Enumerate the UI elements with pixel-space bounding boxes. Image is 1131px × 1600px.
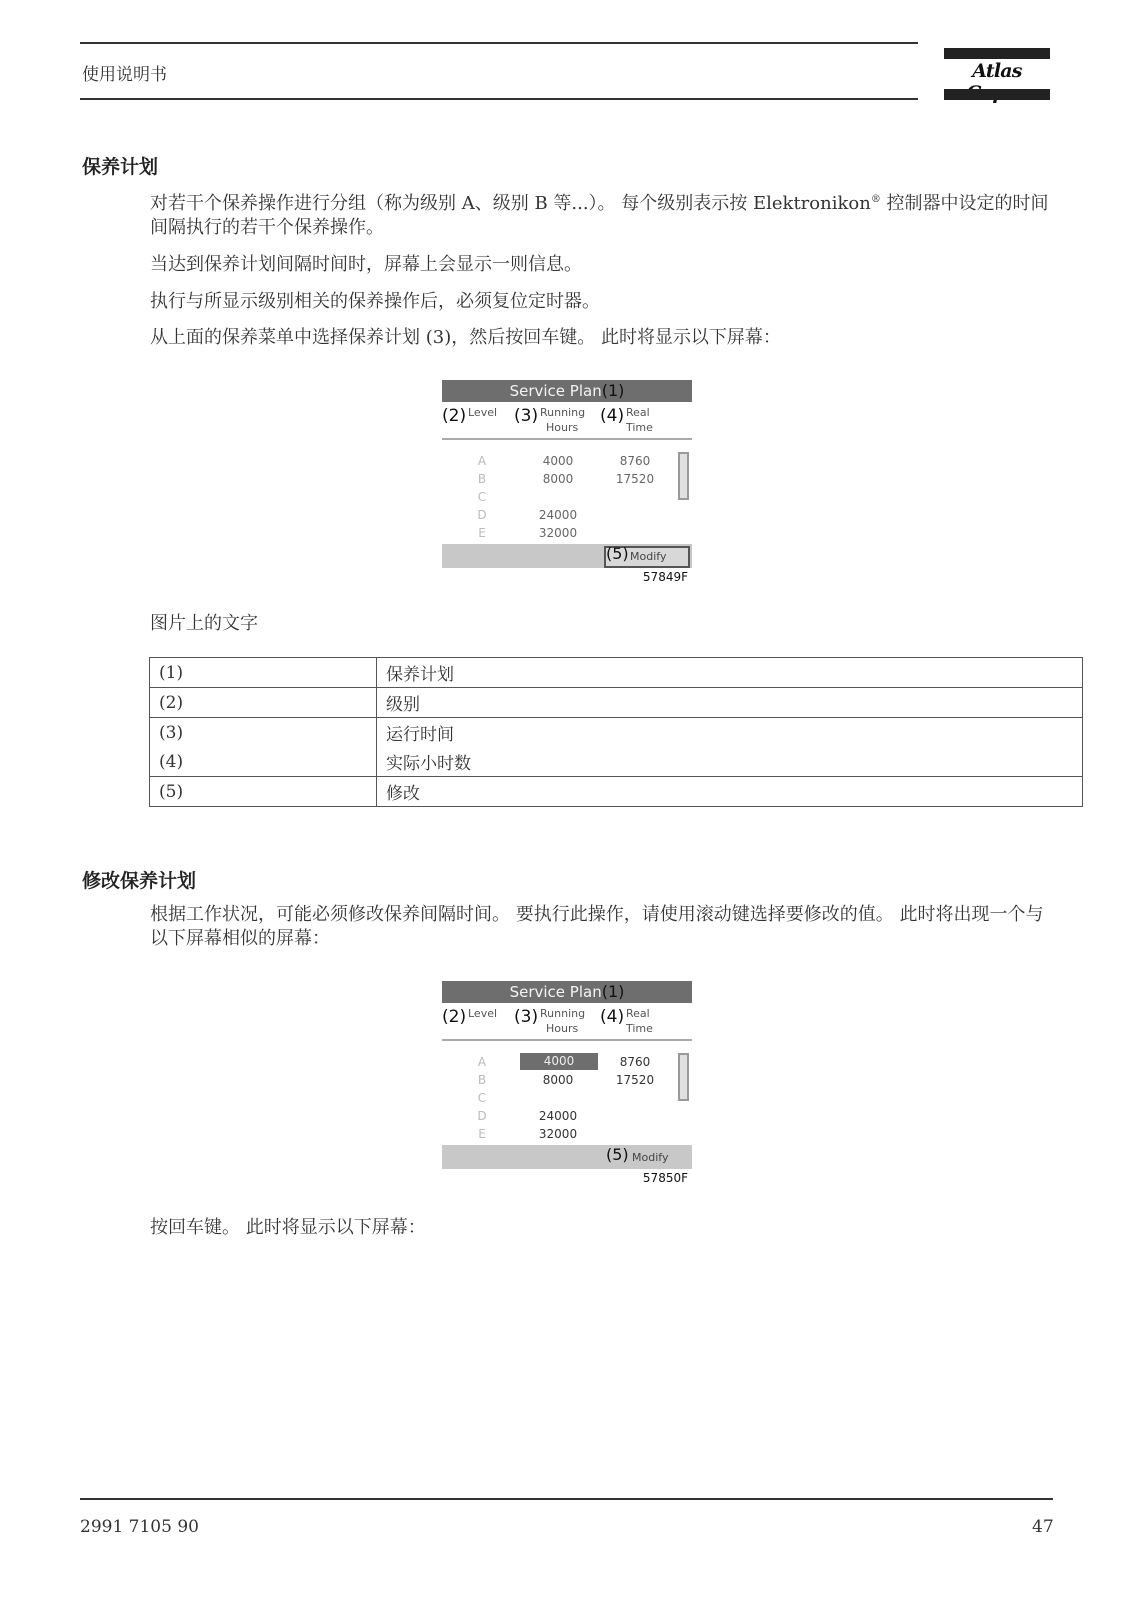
header-rule-bottom (80, 98, 918, 100)
callout-real: (4) (600, 1007, 625, 1027)
level-cell: E (478, 526, 486, 540)
real-cell: 17520 (615, 472, 655, 486)
hours-cell: 24000 (538, 1109, 578, 1123)
col-header-running-1: Running (540, 1007, 586, 1020)
level-cell: A (477, 1055, 487, 1069)
col-header-real-2: Time (626, 421, 653, 434)
col-header-real-1: Real (626, 1007, 650, 1020)
callout-level: (2) (442, 1007, 467, 1027)
hours-cell: 32000 (538, 526, 578, 540)
section-heading-modify-plan: 修改保养计划 (82, 870, 197, 892)
table-row (150, 688, 1083, 718)
level-cell: B (477, 1073, 487, 1087)
level-cell: D (477, 508, 487, 522)
screen-footer (442, 1145, 692, 1169)
hours-cell: 8000 (542, 472, 574, 486)
modify-button: (5) Modify (606, 1145, 669, 1164)
figure-code: 57850F (642, 1171, 688, 1185)
legend-value: 修改 (377, 777, 1083, 807)
legend-value: 保养计划 (377, 658, 1083, 688)
selected-hours-cell: 4000 (520, 1053, 598, 1070)
col-header-level: Level (468, 1007, 498, 1020)
callout-level: (2) (442, 406, 467, 426)
atlas-copco-logo: Atlas (944, 48, 1050, 100)
legend-key: (2) (150, 688, 377, 718)
col-header-running-1: Running (540, 406, 586, 419)
real-cell: 17520 (615, 1073, 655, 1087)
table-row (150, 777, 1083, 807)
level-cell: B (477, 472, 487, 486)
callout-real: (4) (600, 406, 625, 426)
screen-header-rule (442, 1039, 692, 1041)
table-row (150, 718, 1083, 748)
level-cell: C (477, 490, 487, 504)
level-cell: C (477, 1091, 487, 1105)
screen-header-rule (442, 438, 692, 440)
screen-footer (442, 544, 692, 568)
legend-value: 运行时间 (377, 718, 1083, 748)
legend-key: (3) (150, 718, 377, 748)
hours-cell: 8000 (542, 1073, 574, 1087)
level-cell: A (477, 454, 487, 468)
modify-plan-para-2: 按回车键。 此时将显示以下屏幕： (150, 1217, 426, 1238)
header-rule-top (80, 42, 918, 44)
figure-code: 57849F (642, 570, 688, 584)
hours-cell: 24000 (538, 508, 578, 522)
table-row (150, 747, 1083, 777)
service-plan-para-2: 当达到保养计划间隔时间时，屏幕上会显示一则信息。 (150, 254, 582, 275)
legend-key: (4) (150, 747, 377, 777)
col-header-real-1: Real (626, 406, 650, 419)
legend-table (149, 657, 1083, 807)
level-cell: D (477, 1109, 487, 1123)
screen-title: Service Plan(1) (442, 380, 692, 402)
legend-key: (5) (150, 777, 377, 807)
figure-caption: 图片上的文字 (150, 613, 258, 634)
footer-rule (80, 1498, 1053, 1500)
modify-service-plan-screen (442, 981, 694, 1185)
real-cell: 8760 (619, 1055, 651, 1069)
legend-key: (1) (150, 658, 377, 688)
service-plan-para-4: 从上面的保养菜单中选择保养计划 (3)，然后按回车键。 此时将显示以下屏幕： (150, 327, 781, 348)
callout-running: (3) (514, 406, 539, 426)
table-row (150, 658, 1083, 688)
section-heading-service-plan: 保养计划 (82, 156, 159, 178)
hours-cell: 32000 (538, 1127, 578, 1141)
modify-plan-para-1: 根据工作状况，可能必须修改保养间隔时间。 要执行此操作，请使用滚动键选择要修改的值。 此时将出现一个与以下屏幕相似的屏幕： (150, 904, 1044, 949)
service-plan-intro: 对若干个保养操作进行分组（称为级别 A、级别 B 等...）。 每个级别表示按 Elektronikon® 控制器中设定的时间间隔执行的若干个保养操作。 (150, 193, 1049, 238)
legend-value: 级别 (377, 688, 1083, 718)
screen-scrollbar (678, 452, 689, 500)
screen-scrollbar (678, 1053, 689, 1101)
footer-page-number: 47 (1032, 1517, 1054, 1537)
real-cell: 8760 (619, 454, 651, 468)
col-header-real-2: Time (626, 1022, 653, 1035)
service-plan-para-3: 执行与所显示级别相关的保养操作后，必须复位定时器。 (150, 291, 600, 312)
service-plan-screen (442, 380, 694, 584)
callout-running: (3) (514, 1007, 539, 1027)
col-header-running-2: Hours (546, 1022, 579, 1035)
screen-title: Service Plan(1) (442, 981, 692, 1003)
legend-value: 实际小时数 (377, 747, 1083, 777)
col-header-running-2: Hours (546, 421, 579, 434)
level-cell: E (478, 1127, 486, 1141)
hours-cell: 4000 (542, 454, 574, 468)
col-header-level: Level (468, 406, 498, 419)
header-title: 使用说明书 (82, 65, 167, 85)
footer-doc-number: 2991 7105 90 (80, 1517, 199, 1537)
modify-button: (5) Modify (604, 546, 690, 568)
